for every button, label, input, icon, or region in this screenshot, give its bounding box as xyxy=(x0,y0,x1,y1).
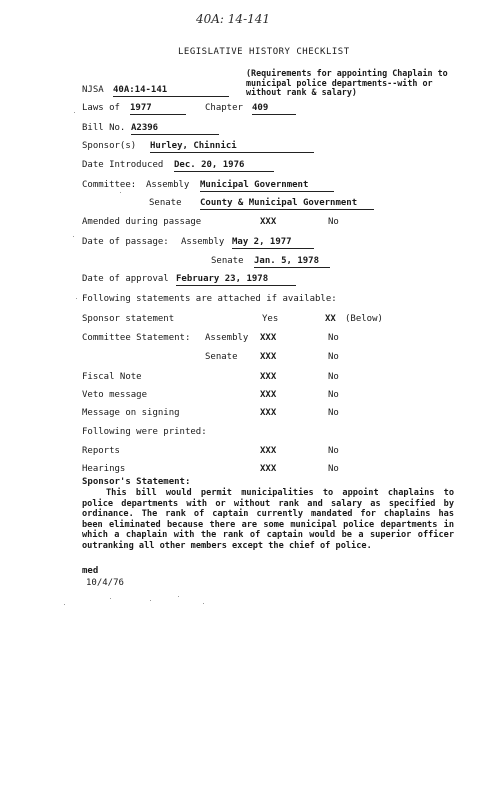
veto-message-no: No xyxy=(328,390,339,400)
scan-speck xyxy=(110,598,111,599)
committee-assembly-no: No xyxy=(328,333,339,343)
bill-no-label: Bill No. xyxy=(82,123,126,133)
fiscal-note-label: Fiscal Note xyxy=(82,372,142,382)
laws-of-value: 1977 xyxy=(130,103,186,115)
approval-label: Date of approval xyxy=(82,274,169,284)
committee-senate-label: Senate xyxy=(149,198,182,208)
sponsor-statement-heading: Sponsor's Statement: xyxy=(82,477,191,487)
sponsor-statement-paragraph: This bill would permit municipalities to appoint chaplains to police departments with or without rank and salary as specified by ordinance. The rank of captain currently mandated for chaplains has been eliminated because there are some municipal police departments in which a chaplain with the rank of captain would be a superior officer outranking all other members except the chief of police. xyxy=(82,488,454,551)
bill-no-value: A2396 xyxy=(131,123,219,135)
printed-header: Following were printed: xyxy=(82,427,207,437)
committee-statement-label: Committee Statement: xyxy=(82,333,191,343)
veto-message-mark: XXX xyxy=(260,390,277,400)
scan-speck xyxy=(120,192,121,193)
passage-senate-label: Senate xyxy=(211,256,244,266)
chapter-value: 409 xyxy=(252,103,296,115)
sponsor-statement-yes: Yes xyxy=(262,314,279,324)
date-introduced-value: Dec. 20, 1976 xyxy=(174,160,274,172)
committee-statement-senate: Senate xyxy=(205,352,238,362)
initials: med xyxy=(82,566,99,576)
signing-message-no: No xyxy=(328,408,339,418)
committee-assembly-mark: XXX xyxy=(260,333,277,343)
sponsor-statement-label: Sponsor statement xyxy=(82,314,175,324)
date-introduced-label: Date Introduced xyxy=(82,160,164,170)
scan-speck xyxy=(150,600,151,601)
scan-speck xyxy=(178,596,179,597)
date-stamp: 10/4/76 xyxy=(86,578,124,588)
fiscal-note-no: No xyxy=(328,372,339,382)
sponsors-label: Sponsor(s) xyxy=(82,141,137,151)
fiscal-note-mark: XXX xyxy=(260,372,277,382)
veto-message-label: Veto message xyxy=(82,390,148,400)
requirements-note: (Requirements for appointing Chaplain to municipal police departments--with or without rank & salary) xyxy=(246,68,448,97)
signing-message-mark: XXX xyxy=(260,408,277,418)
signing-message-label: Message on signing xyxy=(82,408,180,418)
sponsor-statement-below: (Below) xyxy=(345,314,383,324)
sponsor-statement-text xyxy=(82,488,454,551)
committee-senate-value: County & Municipal Government xyxy=(200,198,374,210)
committee-senate-no: No xyxy=(328,352,339,362)
attached-header: Following statements are attached if available: xyxy=(82,294,337,304)
committee-statement-assembly: Assembly xyxy=(205,333,249,343)
njsa-value: 40A:14-141 xyxy=(113,85,229,97)
njsa-label: NJSA xyxy=(82,85,104,95)
handwritten-reference: 40A: 14-141 xyxy=(196,12,271,26)
hearings-label: Hearings xyxy=(82,464,126,474)
committee-assembly-label: Assembly xyxy=(146,180,190,190)
amended-mark: XXX xyxy=(260,217,277,227)
reports-mark: XXX xyxy=(260,446,277,456)
scan-speck xyxy=(74,112,75,113)
scan-speck xyxy=(73,236,74,237)
sponsors-value: Hurley, Chinnici xyxy=(150,141,314,153)
committee-label: Committee: xyxy=(82,180,137,190)
scan-speck xyxy=(64,604,65,605)
passage-label: Date of passage: xyxy=(82,237,169,247)
committee-senate-mark: XXX xyxy=(260,352,277,362)
amended-label: Amended during passage xyxy=(82,217,202,227)
chapter-label: Chapter xyxy=(205,103,243,113)
sponsor-statement-mark: XX xyxy=(325,314,336,324)
approval-value: February 23, 1978 xyxy=(176,274,296,286)
hearings-mark: XXX xyxy=(260,464,277,474)
passage-senate-value: Jan. 5, 1978 xyxy=(254,256,330,268)
page-title: LEGISLATIVE HISTORY CHECKLIST xyxy=(178,47,350,57)
reports-label: Reports xyxy=(82,446,120,456)
committee-assembly-value: Municipal Government xyxy=(200,180,334,192)
laws-of-label: Laws of xyxy=(82,103,120,113)
scan-speck xyxy=(203,603,204,604)
passage-assembly-label: Assembly xyxy=(181,237,225,247)
hearings-no: No xyxy=(328,464,339,474)
reports-no: No xyxy=(328,446,339,456)
amended-no: No xyxy=(328,217,339,227)
scan-speck xyxy=(76,298,77,299)
passage-assembly-value: May 2, 1977 xyxy=(232,237,314,249)
